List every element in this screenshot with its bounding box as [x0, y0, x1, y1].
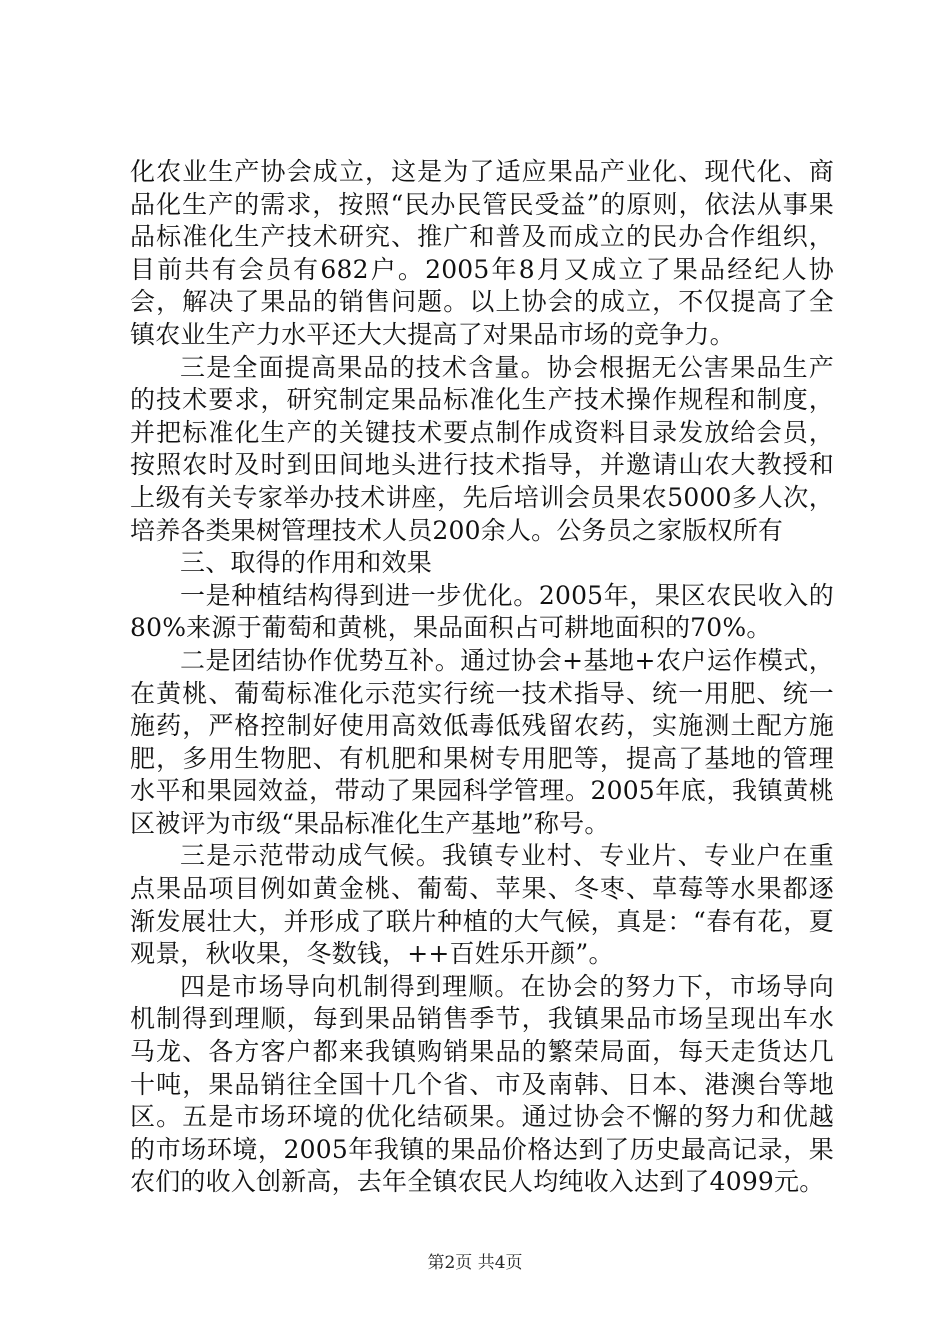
- section-heading-effects: 三、取得的作用和效果: [180, 548, 433, 578]
- page-footer: 第2页 共4页: [427, 1253, 523, 1273]
- paragraph-demonstration: 三是示范带动成气候。我镇专业村、专业片、专业户在重点果品项目例如黄金桃、葡萄、苹果、冬枣、草莓等水果都逐渐发展壮大，并形成了联片种植的大气候，真是：“春有花，夏观景，秋收果，冬数钱，++百姓乐开颜”。: [130, 841, 834, 969]
- paragraph-technical-content: 三是全面提高果品的技术含量。协会根据无公害果品生产的技术要求，研究制定果品标准化生产技术操作规程和制度，并把标准化生产的关键技术要点制作成资料目录发放给会员，按照农时及时到田间地头进行技术指导，并邀请山农大教授和上级有关专家举办技术讲座，先后培训会员果农5000多人次，培养各类果树管理技术人员200余人。公务员之家版权所有: [130, 352, 834, 545]
- paragraph-cooperation: 二是团结协作优势互补。通过协会+基地+农户运作模式，在黄桃、葡萄标准化示范实行统一技术指导、统一用肥、统一施药，严格控制好使用高效低毒低残留农药，实施测土配方施肥，多用生物肥、有机肥和果树专用肥等，提高了基地的管理水平和果园效益，带动了果园科学管理。2005年底，我镇黄桃区被评为市级“果品标准化生产基地”称号。: [130, 645, 834, 838]
- paragraph-market-guidance: 四是市场导向机制得到理顺。在协会的努力下，市场导向机制得到理顺，每到果品销售季节，我镇果品市场呈现出车水马龙、各方客户都来我镇购销果品的繁荣局面，每天走货达几十吨，果品销往全国十几个省、市及南韩、日本、港澳台等地区。五是市场环境的优化结硕果。通过协会不懈的努力和优越的市场环境，2005年我镇的果品价格达到了历史最高记录，果农们的收入创新高，去年全镇农民人均纯收入达到了4099元。: [130, 971, 834, 1197]
- paragraph-continuation: 化农业生产协会成立，这是为了适应果品产业化、现代化、商品化生产的需求，按照“民办民管民受益”的原则，依法从事果品标准化生产技术研究、推广和普及而成立的民办合作组织，目前共有会员有682户。2005年8月又成立了果品经纪人协会，解决了果品的销售问题。以上协会的成立，不仅提高了全镇农业生产力水平还大大提高了对果品市场的竞争力。: [130, 157, 834, 349]
- document-body: [130, 156, 834, 1199]
- paragraph-structure-optimized: 一是种植结构得到进一步优化。2005年，果区农民收入的80%来源于葡萄和黄桃，果品面积占可耕地面积的70%。: [130, 580, 834, 643]
